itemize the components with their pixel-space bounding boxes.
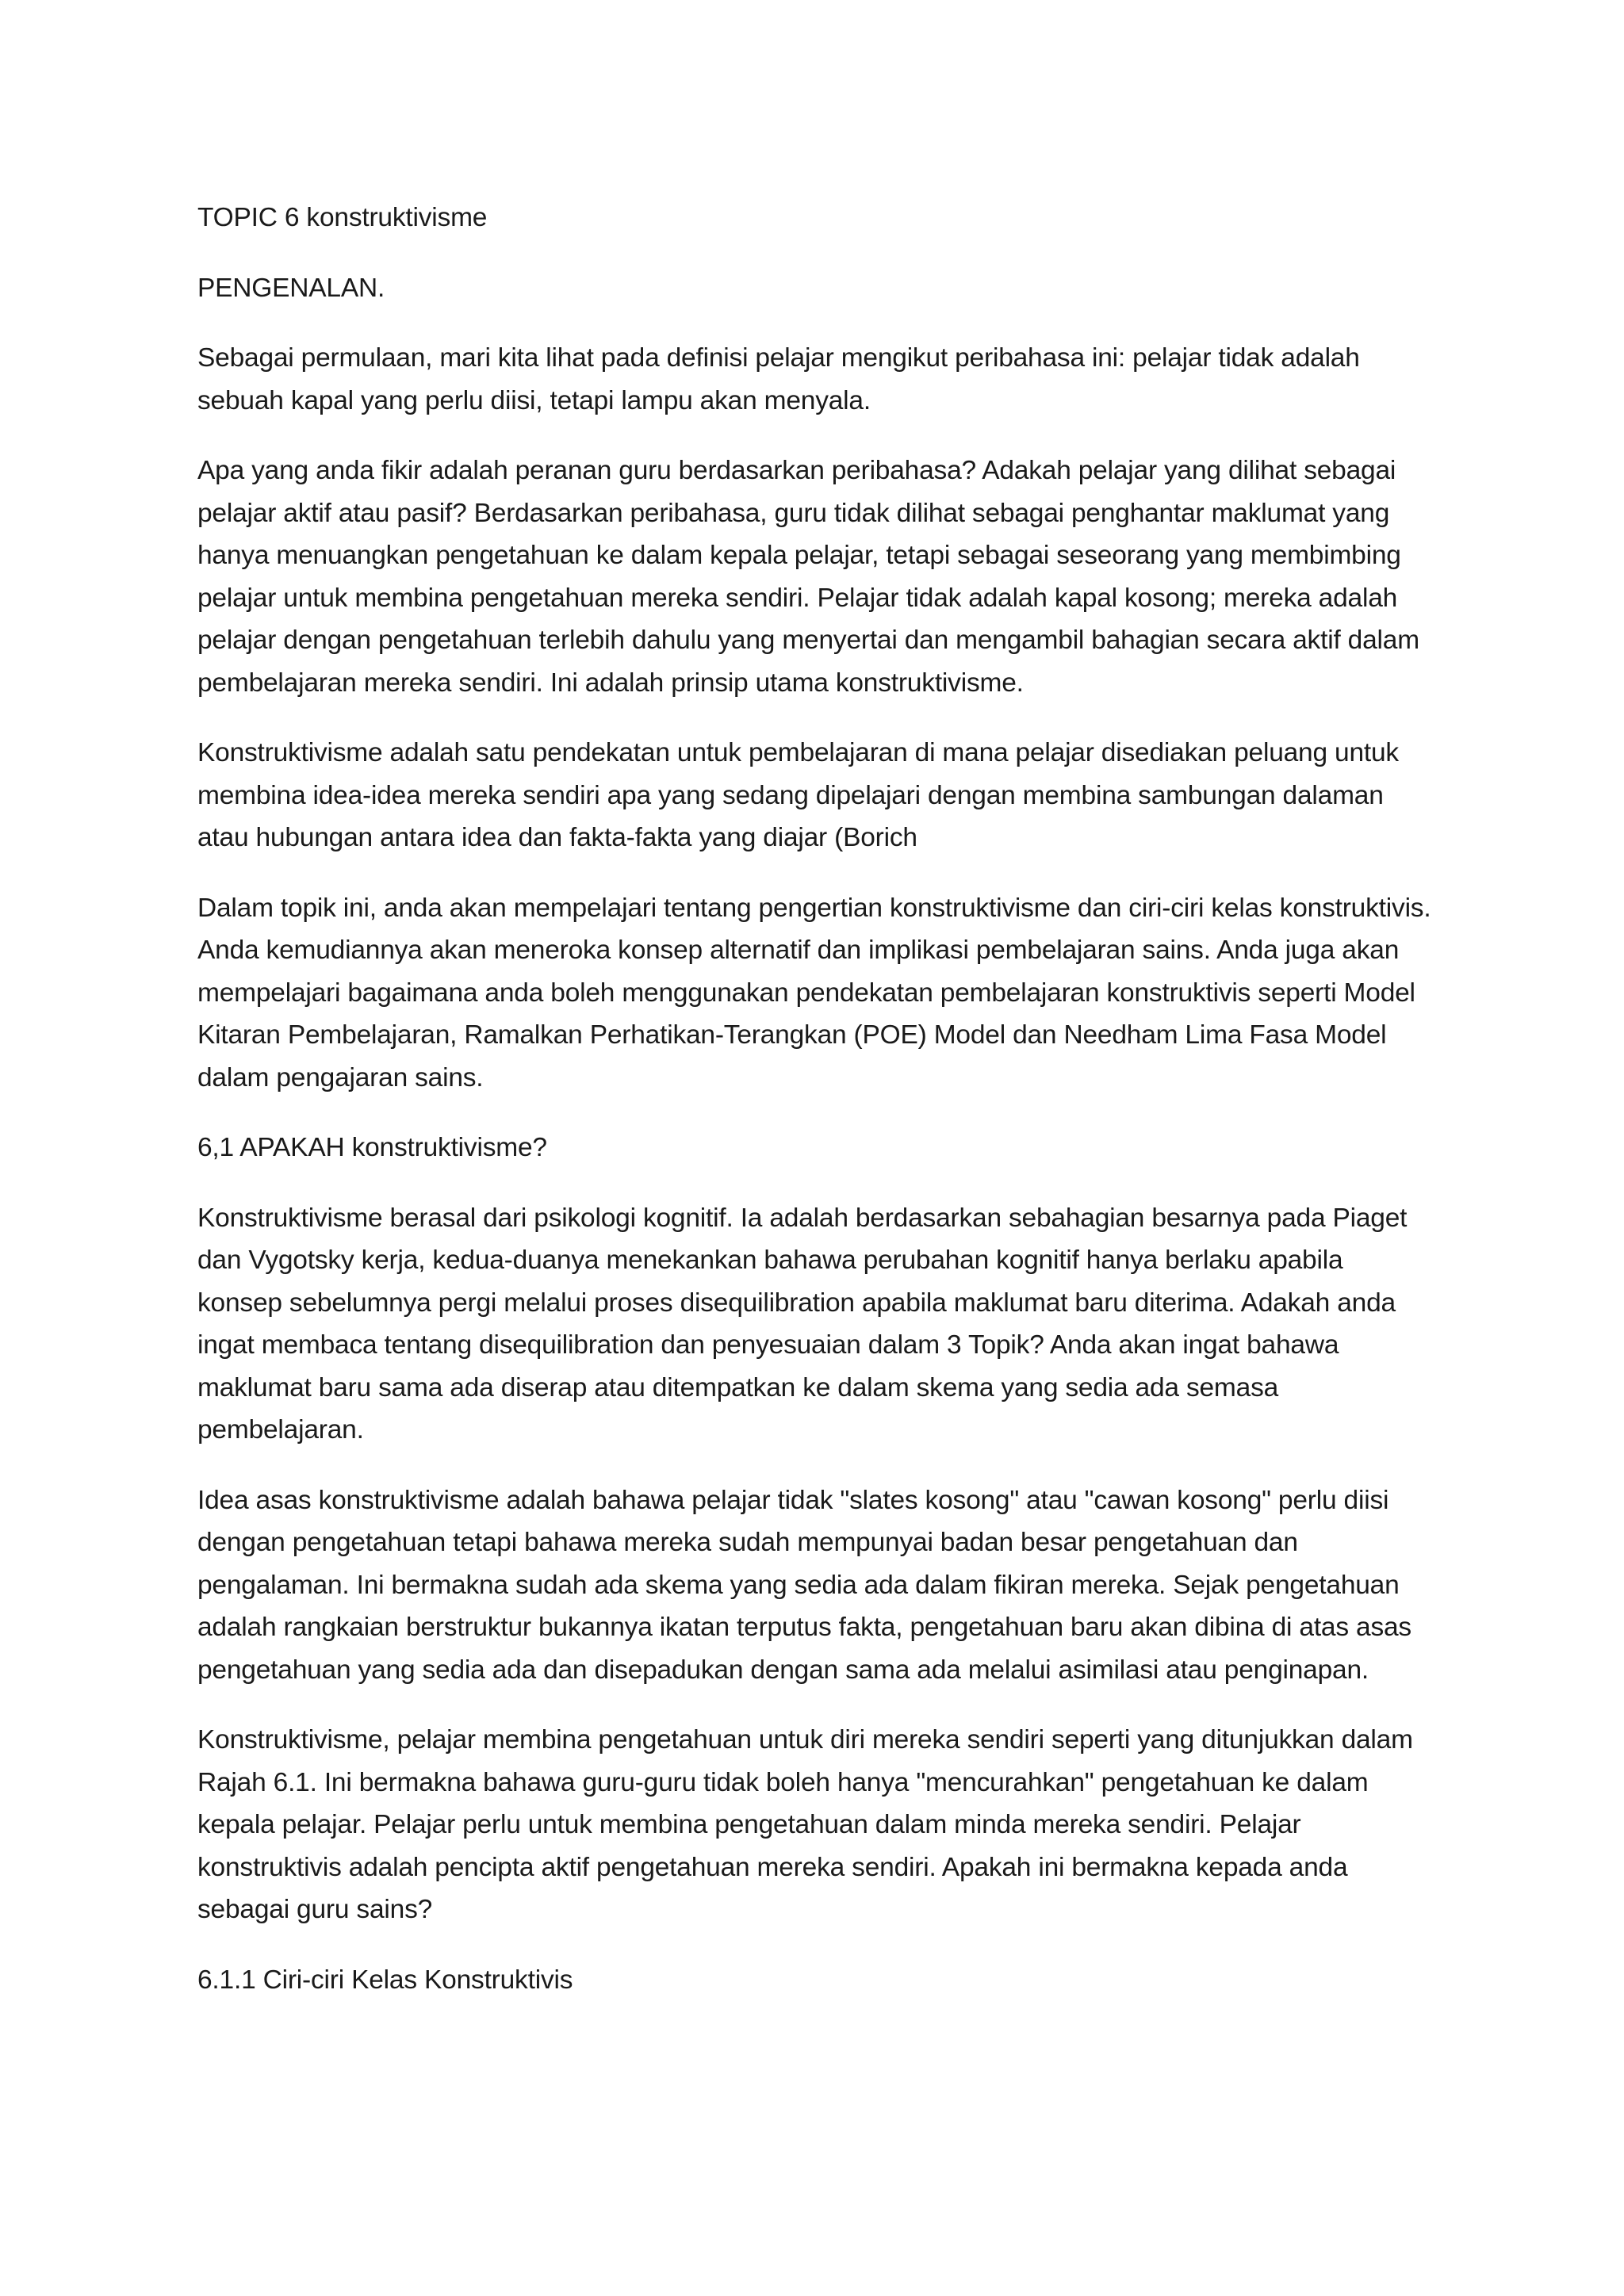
paragraph-proverb-definition: Sebagai permulaan, mari kita lihat pada definisi pelajar mengikut peribahasa ini: pelajar tidak adalah sebuah kapal yang perlu diisi, tetapi lampu akan menyala. <box>197 343 1360 415</box>
paragraph-basic-idea: Idea asas konstruktivisme adalah bahawa pelajar tidak "slates kosong" atau "cawan kosong" perlu diisi dengan pengetahuan tetapi bahawa mereka sudah mempunyai badan besar pengetahuan dan pengalaman. Ini bermakna sudah ada skema yang sedia ada dalam fikiran mereka. Sejak pengetahuan adalah rangkaian berstruktur bukannya ikatan terputus fakta, pengetahuan baru akan dibina di atas asas pengetahuan yang sedia ada dan disepadukan dengan sama ada melalui asimilasi atau penginapan. <box>197 1485 1411 1685</box>
section-heading-6-1-1: 6.1.1 Ciri-ciri Kelas Konstruktivis <box>197 1965 573 1995</box>
section-heading-introduction: PENGENALAN. <box>197 273 385 303</box>
document-body <box>197 197 1434 2029</box>
section-heading-6-1: 6,1 APAKAH konstruktivisme? <box>197 1133 547 1162</box>
paragraph-constructivism-definition: Konstruktivisme adalah satu pendekatan untuk pembelajaran di mana pelajar disediakan peluang untuk membina idea-idea mereka sendiri apa yang sedang dipelajari dengan membina sambungan dalaman atau hubungan antara idea dan fakta-fakta yang diajar (Borich <box>197 738 1399 852</box>
paragraph-topic-overview: Dalam topik ini, anda akan mempelajari tentang pengertian konstruktivisme dan ciri-ciri kelas konstruktivis. Anda kemudiannya akan meneroka konsep alternatif dan implikasi pembelajaran sains. Anda juga akan mempelajari bagaimana anda boleh menggunakan pendekatan pembelajaran konstruktivis seperti Model Kitaran Pembelajaran, Ramalkan Perhatikan-Terangkan (POE) Model dan Needham Lima Fasa Model dalam pengajaran sains. <box>197 893 1431 1093</box>
paragraph-cognitive-psychology: Konstruktivisme berasal dari psikologi kognitif. Ia adalah berdasarkan sebahagian besarnya pada Piaget dan Vygotsky kerja, kedua-duanya menekankan bahawa perubahan kognitif hanya berlaku apabila konsep sebelumnya pergi melalui proses disequilibration apabila maklumat baru diterima. Adakah anda ingat membaca tentang disequilibration dan penyesuaian dalam 3 Topik? Anda akan ingat bahawa maklumat baru sama ada diserap atau ditempatkan ke dalam skema yang sedia ada semasa pembelajaran. <box>197 1203 1408 1445</box>
document-title: TOPIC 6 konstruktivisme <box>197 203 488 232</box>
paragraph-teacher-role: Apa yang anda fikir adalah peranan guru berdasarkan peribahasa? Adakah pelajar yang dilihat sebagai pelajar aktif atau pasif? Berdasarkan peribahasa, guru tidak dilihat sebagai penghantar maklumat yang hanya menuangkan pengetahuan ke dalam kepala pelajar, tetapi sebagai seseorang yang membimbing pelajar untuk membina pengetahuan mereka sendiri. Pelajar tidak adalah kapal kosong; mereka adalah pelajar dengan pengetahuan terlebih dahulu yang menyertai dan mengambil bahagian secara aktif dalam pembelajaran mereka sendiri. Ini adalah prinsip utama konstruktivisme. <box>197 456 1419 698</box>
paragraph-students-build-knowledge: Konstruktivisme, pelajar membina pengetahuan untuk diri mereka sendiri seperti yang ditunjukkan dalam Rajah 6.1. Ini bermakna bahawa guru-guru tidak boleh hanya "mencurahkan" pengetahuan ke dalam kepala pelajar. Pelajar perlu untuk membina pengetahuan dalam minda mereka sendiri. Pelajar konstruktivis adalah pencipta aktif pengetahuan mereka sendiri. Apakah ini bermakna kepada anda sebagai guru sains? <box>197 1725 1413 1924</box>
